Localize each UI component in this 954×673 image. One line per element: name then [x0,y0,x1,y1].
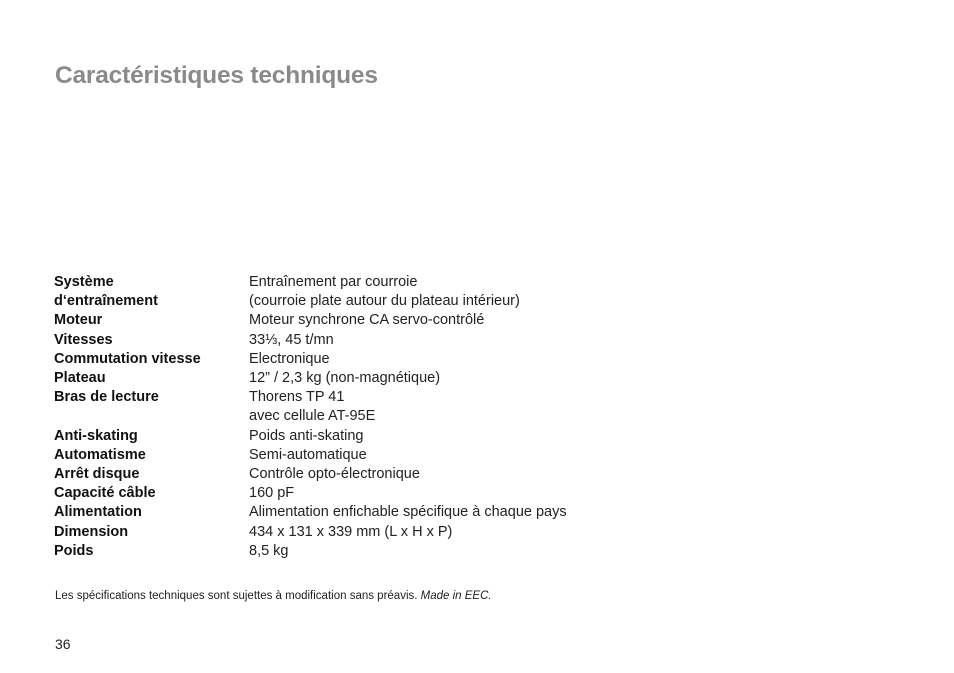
page-title: Caractéristiques techniques [55,62,378,89]
spec-row [54,465,674,484]
spec-label: Alimentation [54,504,142,521]
spec-label: Capacité câble [54,485,156,502]
spec-label: d‘entraînement [54,293,158,310]
spec-row [54,350,674,369]
spec-value: 434 x 131 x 339 mm (L x H x P) [249,523,453,540]
spec-table [54,273,674,561]
spec-value: Semi-automatique [249,446,367,463]
spec-value: avec cellule AT-95E [249,408,376,425]
spec-row [54,369,674,388]
spec-label: Automatisme [54,446,146,463]
spec-label: Vitesses [54,331,113,348]
spec-label: Anti-skating [54,427,138,444]
spec-value: Poids anti-skating [249,427,364,444]
spec-row [54,331,674,350]
spec-row [54,446,674,465]
spec-value: Electronique [249,350,330,367]
spec-label: Commutation vitesse [54,350,201,367]
spec-row [54,542,674,561]
spec-row [54,427,674,446]
spec-row [54,484,674,503]
spec-value: 33⅓, 45 t/mn [249,331,334,348]
spec-label [54,407,249,426]
spec-row [54,273,674,292]
spec-value: 8,5 kg [249,542,289,559]
spec-label: Moteur [54,312,103,329]
spec-value: Alimentation enfichable spécifique à chaque pays [249,504,567,521]
spec-row [54,503,674,522]
spec-value: Thorens TP 41 [249,389,345,406]
spec-value: (courroie plate autour du plateau intérieur) [249,293,520,310]
spec-value: 160 pF [249,485,295,502]
footnote-text: Les spécifications techniques sont sujettes à modification sans préavis. [55,590,418,602]
spec-value: Entraînement par courroie [249,274,418,290]
spec-value: Moteur synchrone CA servo-contrôlé [249,312,485,329]
spec-label: Arrêt disque [54,466,140,483]
spec-row [54,388,674,407]
footnote-emphasis: Made in EEC. [420,590,492,602]
spec-value: Contrôle opto-électronique [249,466,420,483]
spec-row [54,292,674,311]
page-number: 36 [55,636,71,652]
spec-row [54,407,674,426]
spec-label: Bras de lecture [54,389,159,406]
spec-row [54,523,674,542]
spec-label: Poids [54,542,94,559]
spec-row [54,311,674,330]
spec-label: Dimension [54,523,129,540]
spec-label: Plateau [54,370,106,387]
spec-value: 12” / 2,3 kg (non-magnétique) [249,370,441,387]
spec-label: Système [54,274,114,290]
footnote [55,590,492,602]
